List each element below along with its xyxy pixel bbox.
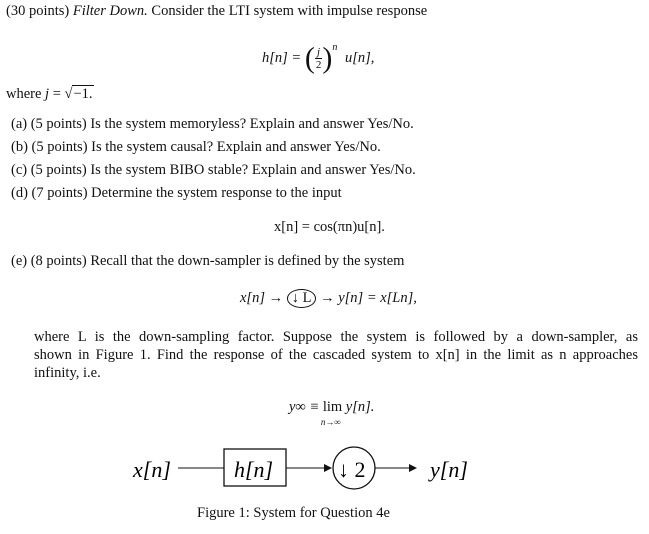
fraction-numerator: j bbox=[315, 46, 323, 59]
where-prefix: where bbox=[6, 86, 42, 102]
downsampler-left: x[n] → bbox=[240, 290, 284, 306]
limit-lhs: y∞ ≡ bbox=[289, 399, 320, 415]
question-b-text: (5 points) Is the system causal? Explain and answer Yes/No. bbox=[31, 139, 381, 155]
question-c-text: (5 points) Is the system BIBO stable? Explain and answer Yes/No. bbox=[30, 162, 416, 178]
where-eq: = bbox=[49, 86, 65, 102]
description-line-3: infinity, i.e. bbox=[34, 365, 101, 381]
limit-equation bbox=[289, 398, 374, 430]
description-line-1: where L is the down-sampling factor. Suppose the system is followed by a down-sampler, as bbox=[34, 329, 638, 345]
limit-rhs: y[n]. bbox=[345, 399, 375, 415]
question-b-label: (b) bbox=[11, 139, 28, 155]
figure-filter-box bbox=[224, 449, 286, 486]
figure-block-label: h[n] bbox=[234, 457, 274, 482]
impulse-response-equation bbox=[262, 34, 374, 74]
description-line-2: shown in Figure 1. Find the response of the cascaded system to x[n] in the limit as n approaches bbox=[34, 347, 638, 363]
question-a-text: (5 points) Is the system memoryless? Explain and answer Yes/No. bbox=[30, 116, 414, 132]
figure-input-label: x[n] bbox=[133, 457, 171, 482]
question-e-label: (e) bbox=[11, 253, 28, 269]
problem-header bbox=[6, 2, 427, 20]
question-d bbox=[11, 184, 342, 202]
downsampler-equation bbox=[240, 289, 417, 308]
question-a bbox=[11, 115, 414, 133]
question-a-label: (a) bbox=[11, 116, 28, 132]
limit-subscript: n→∞ bbox=[320, 417, 341, 427]
downsampler-circle: ↓ L bbox=[287, 289, 317, 308]
input-equation: x[n] = cos(πn)u[n]. bbox=[274, 219, 385, 235]
right-paren: ) bbox=[322, 41, 333, 75]
limit-word: lim bbox=[322, 399, 343, 415]
question-e-text: (8 points) Recall that the down-sampler is defined by the system bbox=[30, 253, 405, 269]
impulse-rhs: u[n], bbox=[344, 49, 375, 66]
figure-output-label: y[n] bbox=[430, 457, 468, 482]
question-c bbox=[11, 161, 416, 179]
question-e bbox=[11, 252, 404, 270]
exponent: n bbox=[332, 42, 338, 53]
question-b bbox=[11, 138, 381, 156]
figure-circle-label: ↓ 2 bbox=[338, 457, 366, 482]
problem-intro: Consider the LTI system with impulse response bbox=[151, 3, 428, 19]
question-d-label: (d) bbox=[11, 185, 28, 201]
impulse-lhs: h[n] = bbox=[262, 49, 302, 66]
fraction-denominator: 2 bbox=[315, 59, 322, 71]
question-d-text: (7 points) Determine the system response to the input bbox=[31, 185, 342, 201]
where-line bbox=[6, 85, 94, 103]
limit-operator bbox=[320, 398, 343, 427]
where-var: j bbox=[45, 86, 50, 102]
sqrt-symbol: √ bbox=[64, 86, 73, 102]
figure-caption: Figure 1: System for Question 4e bbox=[197, 505, 390, 521]
sqrt-radicand: −1. bbox=[73, 86, 93, 102]
figure-downsampler-circle bbox=[333, 447, 375, 489]
points-label: (30 points) bbox=[6, 3, 70, 19]
problem-title: Filter Down. bbox=[72, 3, 148, 19]
question-c-label: (c) bbox=[11, 162, 28, 178]
downsampler-right: → y[n] = x[Ln], bbox=[320, 290, 417, 306]
left-paren: ( bbox=[304, 41, 315, 75]
